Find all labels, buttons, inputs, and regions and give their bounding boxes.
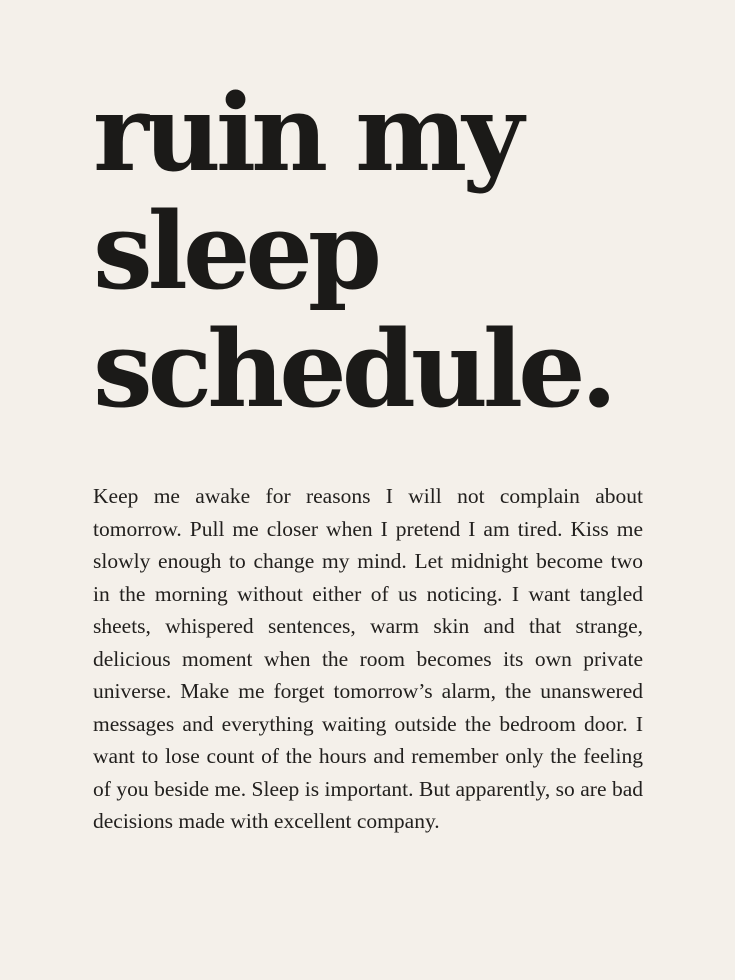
title-line-2: sleep [93,188,377,313]
poster-title [93,70,613,431]
title-line-3: schedule. [93,306,613,431]
body-paragraph: Keep me awake for reasons I will not complain about tomorrow. Pull me closer when I pretend I am tired. Kiss me slowly enough to change my mind. Let midnight become two in the morning without either of us noticing. I want tangled sheets, whispered sentences, warm skin and that strange, delicious moment when the room becomes its own private universe. Make me forget tomorrow’s alarm, the unanswered messages and everything waiting outside the bedroom door. I want to lose count of the hours and remember only the feeling of you beside me. Sleep is important. But apparently, so are bad decisions made with excellent company. [93,484,643,833]
title-line-1: ruin my [93,70,519,195]
